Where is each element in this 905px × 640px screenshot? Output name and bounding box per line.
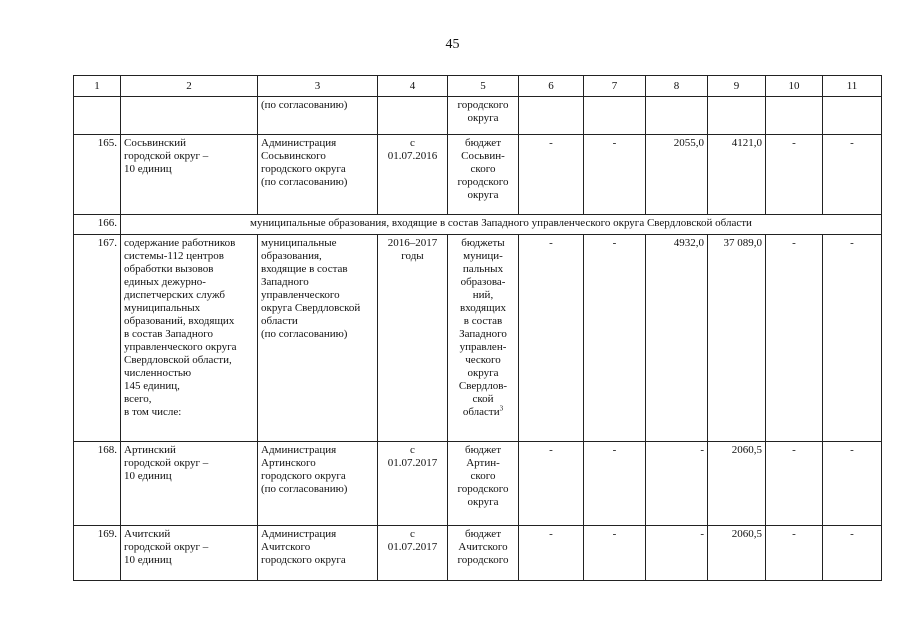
row-executor: Администрация Сосьвинского городского округа (по согласованию) xyxy=(258,135,378,215)
cell-7: - xyxy=(584,135,646,215)
cell-9: 37 089,0 xyxy=(708,235,766,442)
row-executor: Администрация Ачитского городского округа xyxy=(258,526,378,581)
row-source: бюджет Артин- ского городского округа xyxy=(448,442,519,526)
row-source: бюджет Сосьвин- ского городского округа xyxy=(448,135,519,215)
table-row xyxy=(74,442,882,526)
cell-6: - xyxy=(519,235,584,442)
row-source: городского округа xyxy=(448,97,519,135)
col-header: 8 xyxy=(646,76,708,97)
row-executor: муниципальные образования, входящие в состав Западного управленческого округа Свердловской области (по согласованию) xyxy=(258,235,378,442)
cell-8: 2055,0 xyxy=(646,135,708,215)
row-term: с 01.07.2017 xyxy=(378,526,448,581)
cell-11: - xyxy=(823,526,882,581)
row-number: 167. xyxy=(74,235,121,442)
row-term: 2016–2017 годы xyxy=(378,235,448,442)
cell-7: - xyxy=(584,235,646,442)
col-header: 6 xyxy=(519,76,584,97)
row-term: с 01.07.2017 xyxy=(378,442,448,526)
col-header: 1 xyxy=(74,76,121,97)
cell-6 xyxy=(519,97,584,135)
page-number: 45 xyxy=(445,37,460,52)
cell-9: 2060,5 xyxy=(708,442,766,526)
table-row xyxy=(74,135,882,215)
budget-table xyxy=(73,75,882,581)
row-name: Сосьвинский городской округ – 10 единиц xyxy=(121,135,258,215)
col-header: 9 xyxy=(708,76,766,97)
cell-8: - xyxy=(646,526,708,581)
col-header: 10 xyxy=(766,76,823,97)
section-row xyxy=(74,215,882,235)
col-header: 4 xyxy=(378,76,448,97)
col-header: 2 xyxy=(121,76,258,97)
row-number: 168. xyxy=(74,442,121,526)
table-row xyxy=(74,235,882,442)
cell-6: - xyxy=(519,135,584,215)
row-name xyxy=(121,97,258,135)
row-source: бюджет Ачитского городского xyxy=(448,526,519,581)
row-executor: Администрация Артинского городского округа (по согласованию) xyxy=(258,442,378,526)
row-number: 166. xyxy=(74,215,121,235)
row-executor: (по согласованию) xyxy=(258,97,378,135)
row-name: Артинский городской округ – 10 единиц xyxy=(121,442,258,526)
col-header: 11 xyxy=(823,76,882,97)
cell-6: - xyxy=(519,526,584,581)
header-row xyxy=(74,76,882,97)
cell-8: - xyxy=(646,442,708,526)
cell-9 xyxy=(708,97,766,135)
row-number: 165. xyxy=(74,135,121,215)
row-term: с 01.07.2016 xyxy=(378,135,448,215)
cell-9: 4121,0 xyxy=(708,135,766,215)
table-row xyxy=(74,526,882,581)
cell-10: - xyxy=(766,442,823,526)
col-header: 7 xyxy=(584,76,646,97)
cell-11: - xyxy=(823,235,882,442)
cell-7: - xyxy=(584,442,646,526)
section-title: муниципальные образования, входящие в состав Западного управленческого округа Свердловской области xyxy=(121,215,882,235)
cell-7: - xyxy=(584,526,646,581)
row-source: бюджеты муници- пальных образова- ний, входящих в состав Западного управлен- ческого округа Свердлов- ской области xyxy=(458,237,508,418)
cell-10: - xyxy=(766,235,823,442)
cell-9: 2060,5 xyxy=(708,526,766,581)
cell-7 xyxy=(584,97,646,135)
cell-8 xyxy=(646,97,708,135)
cell-10: - xyxy=(766,135,823,215)
row-name: Ачитский городской округ – 10 единиц xyxy=(121,526,258,581)
cell-11 xyxy=(823,97,882,135)
row-number: 169. xyxy=(74,526,121,581)
cell-6: - xyxy=(519,442,584,526)
col-header: 3 xyxy=(258,76,378,97)
table-row xyxy=(74,97,882,135)
row-name: содержание работников системы-112 центров обработки вызовов единых дежурно- диспетчерских служб муниципальных образований, входящих в состав Западного управленческого округа Свердловской области, численностью 145 единиц, всего, в том числе: xyxy=(121,235,258,442)
footnote-mark: 3 xyxy=(499,404,504,413)
row-source-cell xyxy=(448,235,519,442)
row-number xyxy=(74,97,121,135)
cell-10 xyxy=(766,97,823,135)
row-term xyxy=(378,97,448,135)
cell-8: 4932,0 xyxy=(646,235,708,442)
cell-11: - xyxy=(823,442,882,526)
col-header: 5 xyxy=(448,76,519,97)
cell-11: - xyxy=(823,135,882,215)
cell-10: - xyxy=(766,526,823,581)
